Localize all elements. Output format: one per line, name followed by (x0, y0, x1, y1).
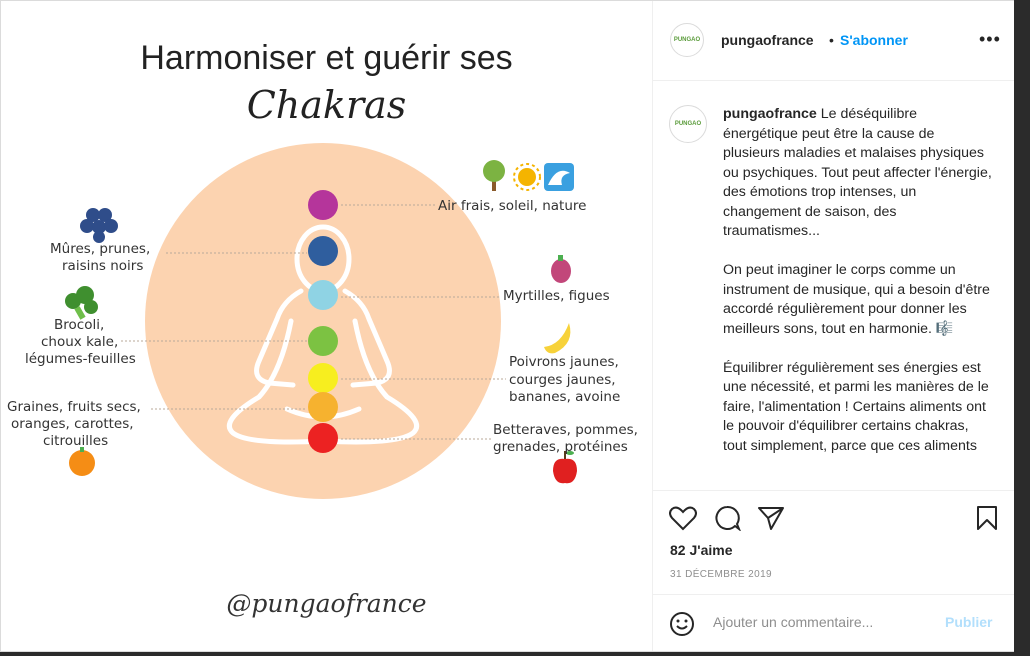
sun-icon (514, 164, 540, 190)
follow-button[interactable]: S'abonner (840, 32, 908, 48)
wave-icon (544, 163, 574, 191)
caption-paragraph-3: Équilibrer régulièrement ses énergies est une nécessité, et parmi les manières de le faire, l'alimentation ! Certains aliments ont le pouvoir d'équilibrer certains chakras, tout simplement, parce que ces aliments (723, 359, 989, 454)
orange-icon (69, 447, 95, 476)
more-horizontal-icon[interactable]: ••• (979, 29, 1001, 49)
third-eye-chakra-dot (308, 236, 338, 266)
throat-chakra-dot (308, 280, 338, 310)
heart-label-3: légumes-feuilles (25, 351, 136, 367)
sacral-label-3: citrouilles (43, 433, 109, 449)
third-eye-label-1: Mûres, prunes, (50, 241, 151, 257)
likes-count[interactable]: 82 J'aime (670, 542, 733, 558)
caption-username[interactable]: pungaofrance (723, 106, 817, 122)
publish-button[interactable]: Publier (945, 614, 993, 630)
third-eye-label-2: raisins noirs (62, 258, 144, 274)
sacral-chakra-dot (308, 392, 338, 422)
poster-signature: @pungaofrance (226, 589, 427, 618)
fig-icon (551, 255, 571, 283)
sacral-label-2: oranges, carottes, (11, 416, 134, 432)
broccoli-icon (65, 286, 98, 320)
action-bar (653, 490, 1014, 594)
avatar[interactable]: PUNGAO (670, 23, 704, 57)
plexus-label-3: bananes, avoine (509, 389, 621, 405)
share-icon[interactable] (757, 505, 785, 531)
post-header (653, 1, 1014, 81)
crown-chakra-dot (308, 190, 338, 220)
poster-subtitle: Chakras (246, 83, 407, 127)
caption-text (723, 105, 993, 487)
emoji-icon[interactable] (669, 611, 695, 637)
throat-label: Myrtilles, figues (503, 288, 610, 304)
bookmark-icon[interactable] (975, 505, 999, 531)
plexus-label-1: Poivrons jaunes, (509, 354, 619, 370)
post-sidebar (653, 1, 1014, 651)
post-image[interactable] (1, 1, 653, 651)
comment-bar (653, 594, 1014, 652)
comment-icon[interactable] (713, 505, 741, 531)
root-label-1: Betteraves, pommes, (493, 422, 638, 438)
heart-label-2: choux kale, (41, 334, 119, 350)
banana-icon (544, 323, 570, 353)
sacral-label-1: Graines, fruits secs, (7, 399, 141, 415)
caption-avatar[interactable]: PUNGAO (669, 105, 707, 143)
heart-icon[interactable] (669, 505, 697, 531)
header-separator: • (829, 32, 834, 48)
blackberry-icon (80, 208, 118, 243)
poster-title: Harmoniser et guérir ses (140, 39, 513, 77)
plexus-chakra-dot (308, 363, 338, 393)
caption-paragraph-1: Le déséquilibre énergétique peut être la cause de plusieurs maladies et malaises physiques ou psychiques. Tout peut affecter l'énergie, des émotions trop intenses, un changement de saison, des traumatismes... (723, 106, 992, 239)
post-date: 31 DÉCEMBRE 2019 (670, 569, 773, 580)
root-chakra-dot (308, 423, 338, 453)
comment-input[interactable]: Ajouter un commentaire... (713, 614, 874, 630)
caption-paragraph-2: On peut imaginer le corps comme un instrument de musique, qui a besoin d'être accordé régulièrement pour donner les meilleurs sons, tout en harmonie. 🎼 (723, 262, 990, 337)
plexus-label-2: courges jaunes, (509, 372, 616, 388)
heart-chakra-dot (308, 326, 338, 356)
root-label-2: grenades, protéines (493, 439, 628, 455)
crown-label: Air frais, soleil, nature (438, 198, 587, 214)
heart-label-1: Brocoli, (54, 317, 105, 333)
tree-icon (483, 160, 505, 191)
header-username[interactable]: pungaofrance (721, 32, 814, 48)
